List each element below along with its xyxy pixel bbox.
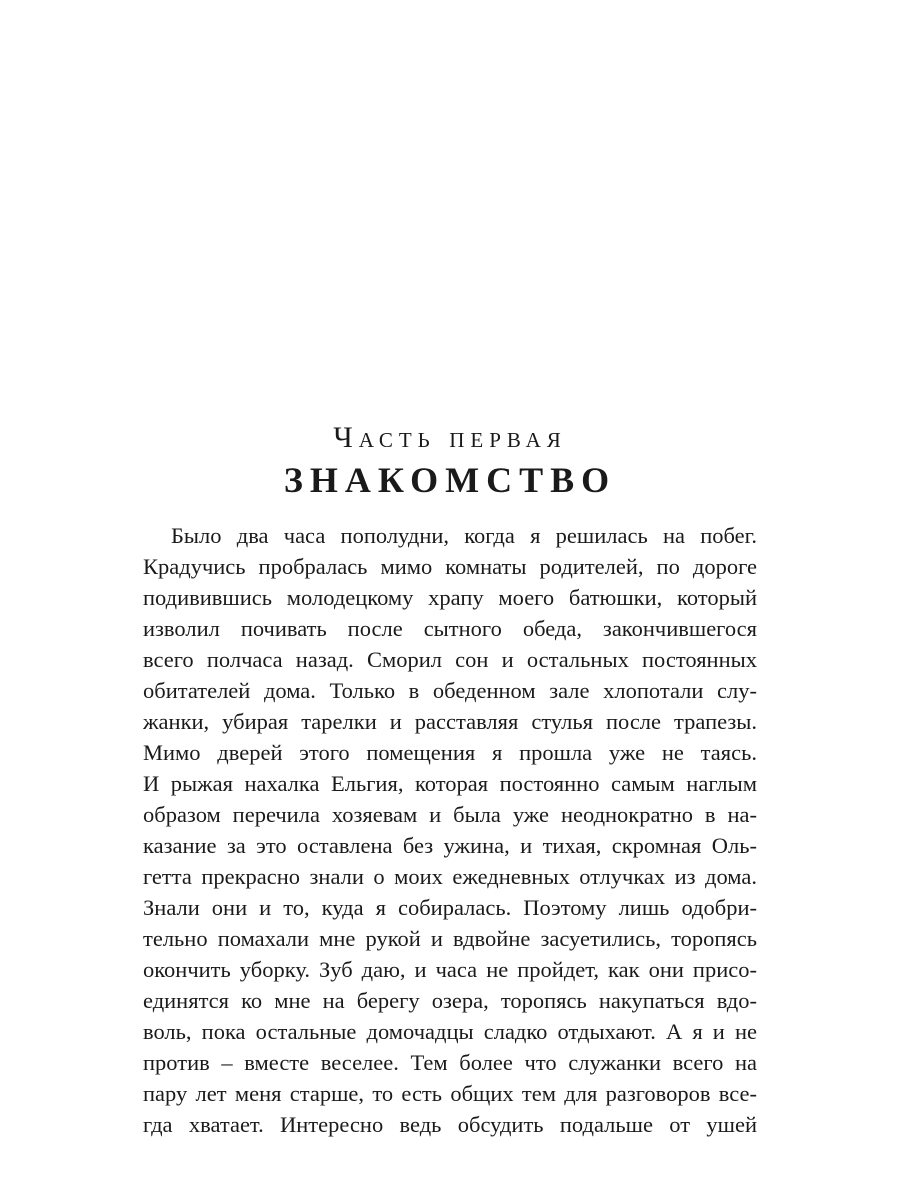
chapter-title: ЗНАКОМСТВО — [283, 460, 617, 500]
text-line: И рыжая нахалка Ельгия, которая постоянно самым наглым — [143, 771, 757, 796]
text-line: всего полчаса назад. Сморил сон и остальных постоянных — [143, 647, 757, 672]
text-line: Мимо дверей этого помещения я прошла уже не таясь. — [143, 740, 757, 765]
text-line: подивившись молодецкому храпу моего батюшки, который — [143, 585, 757, 610]
text-line: Крадучись пробралась мимо комнаты родителей, по дороге — [143, 554, 757, 579]
text-line: изволил почивать после сытного обеда, закончившегося — [143, 616, 757, 641]
text-line: против – вместе веселее. Тем более что служанки всего на — [143, 1050, 757, 1075]
text-line: пару лет меня старше, то есть общих тем для разговоров все- — [143, 1081, 757, 1106]
text-line: воль, пока остальные домочадцы сладко отдыхают. А я и не — [143, 1019, 757, 1044]
text-line: Было два часа пополудни, когда я решилась на побег. — [171, 523, 757, 548]
text-line: гда хватает. Интересно ведь обсудить подальше от ушей — [143, 1112, 757, 1137]
text-line: гетта прекрасно знали о моих ежедневных отлучках из дома. — [143, 864, 757, 889]
text-line: Знали они и то, куда я собиралась. Поэтому лишь одобри- — [143, 895, 757, 920]
text-line: жанки, убирая тарелки и расставляя стулья после трапезы. — [143, 709, 757, 734]
text-line: обитателей дома. Только в обеденном зале хлопотали слу- — [143, 678, 757, 703]
text-line: окончить уборку. Зуб даю, и часа не пройдет, как они присо- — [143, 957, 757, 982]
text-line: единятся ко мне на берегу озера, торопясь накупаться вдо- — [143, 988, 757, 1013]
text-line: образом перечила хозяевам и была уже неоднократно в на- — [143, 802, 757, 827]
text-line: казание за это оставлена без ужина, и тихая, скромная Оль- — [143, 833, 757, 858]
body-paragraph — [143, 520, 757, 1140]
part-heading: Часть первая — [333, 421, 567, 454]
text-line: тельно помахали мне рукой и вдвойне засуетились, торопясь — [143, 926, 757, 951]
